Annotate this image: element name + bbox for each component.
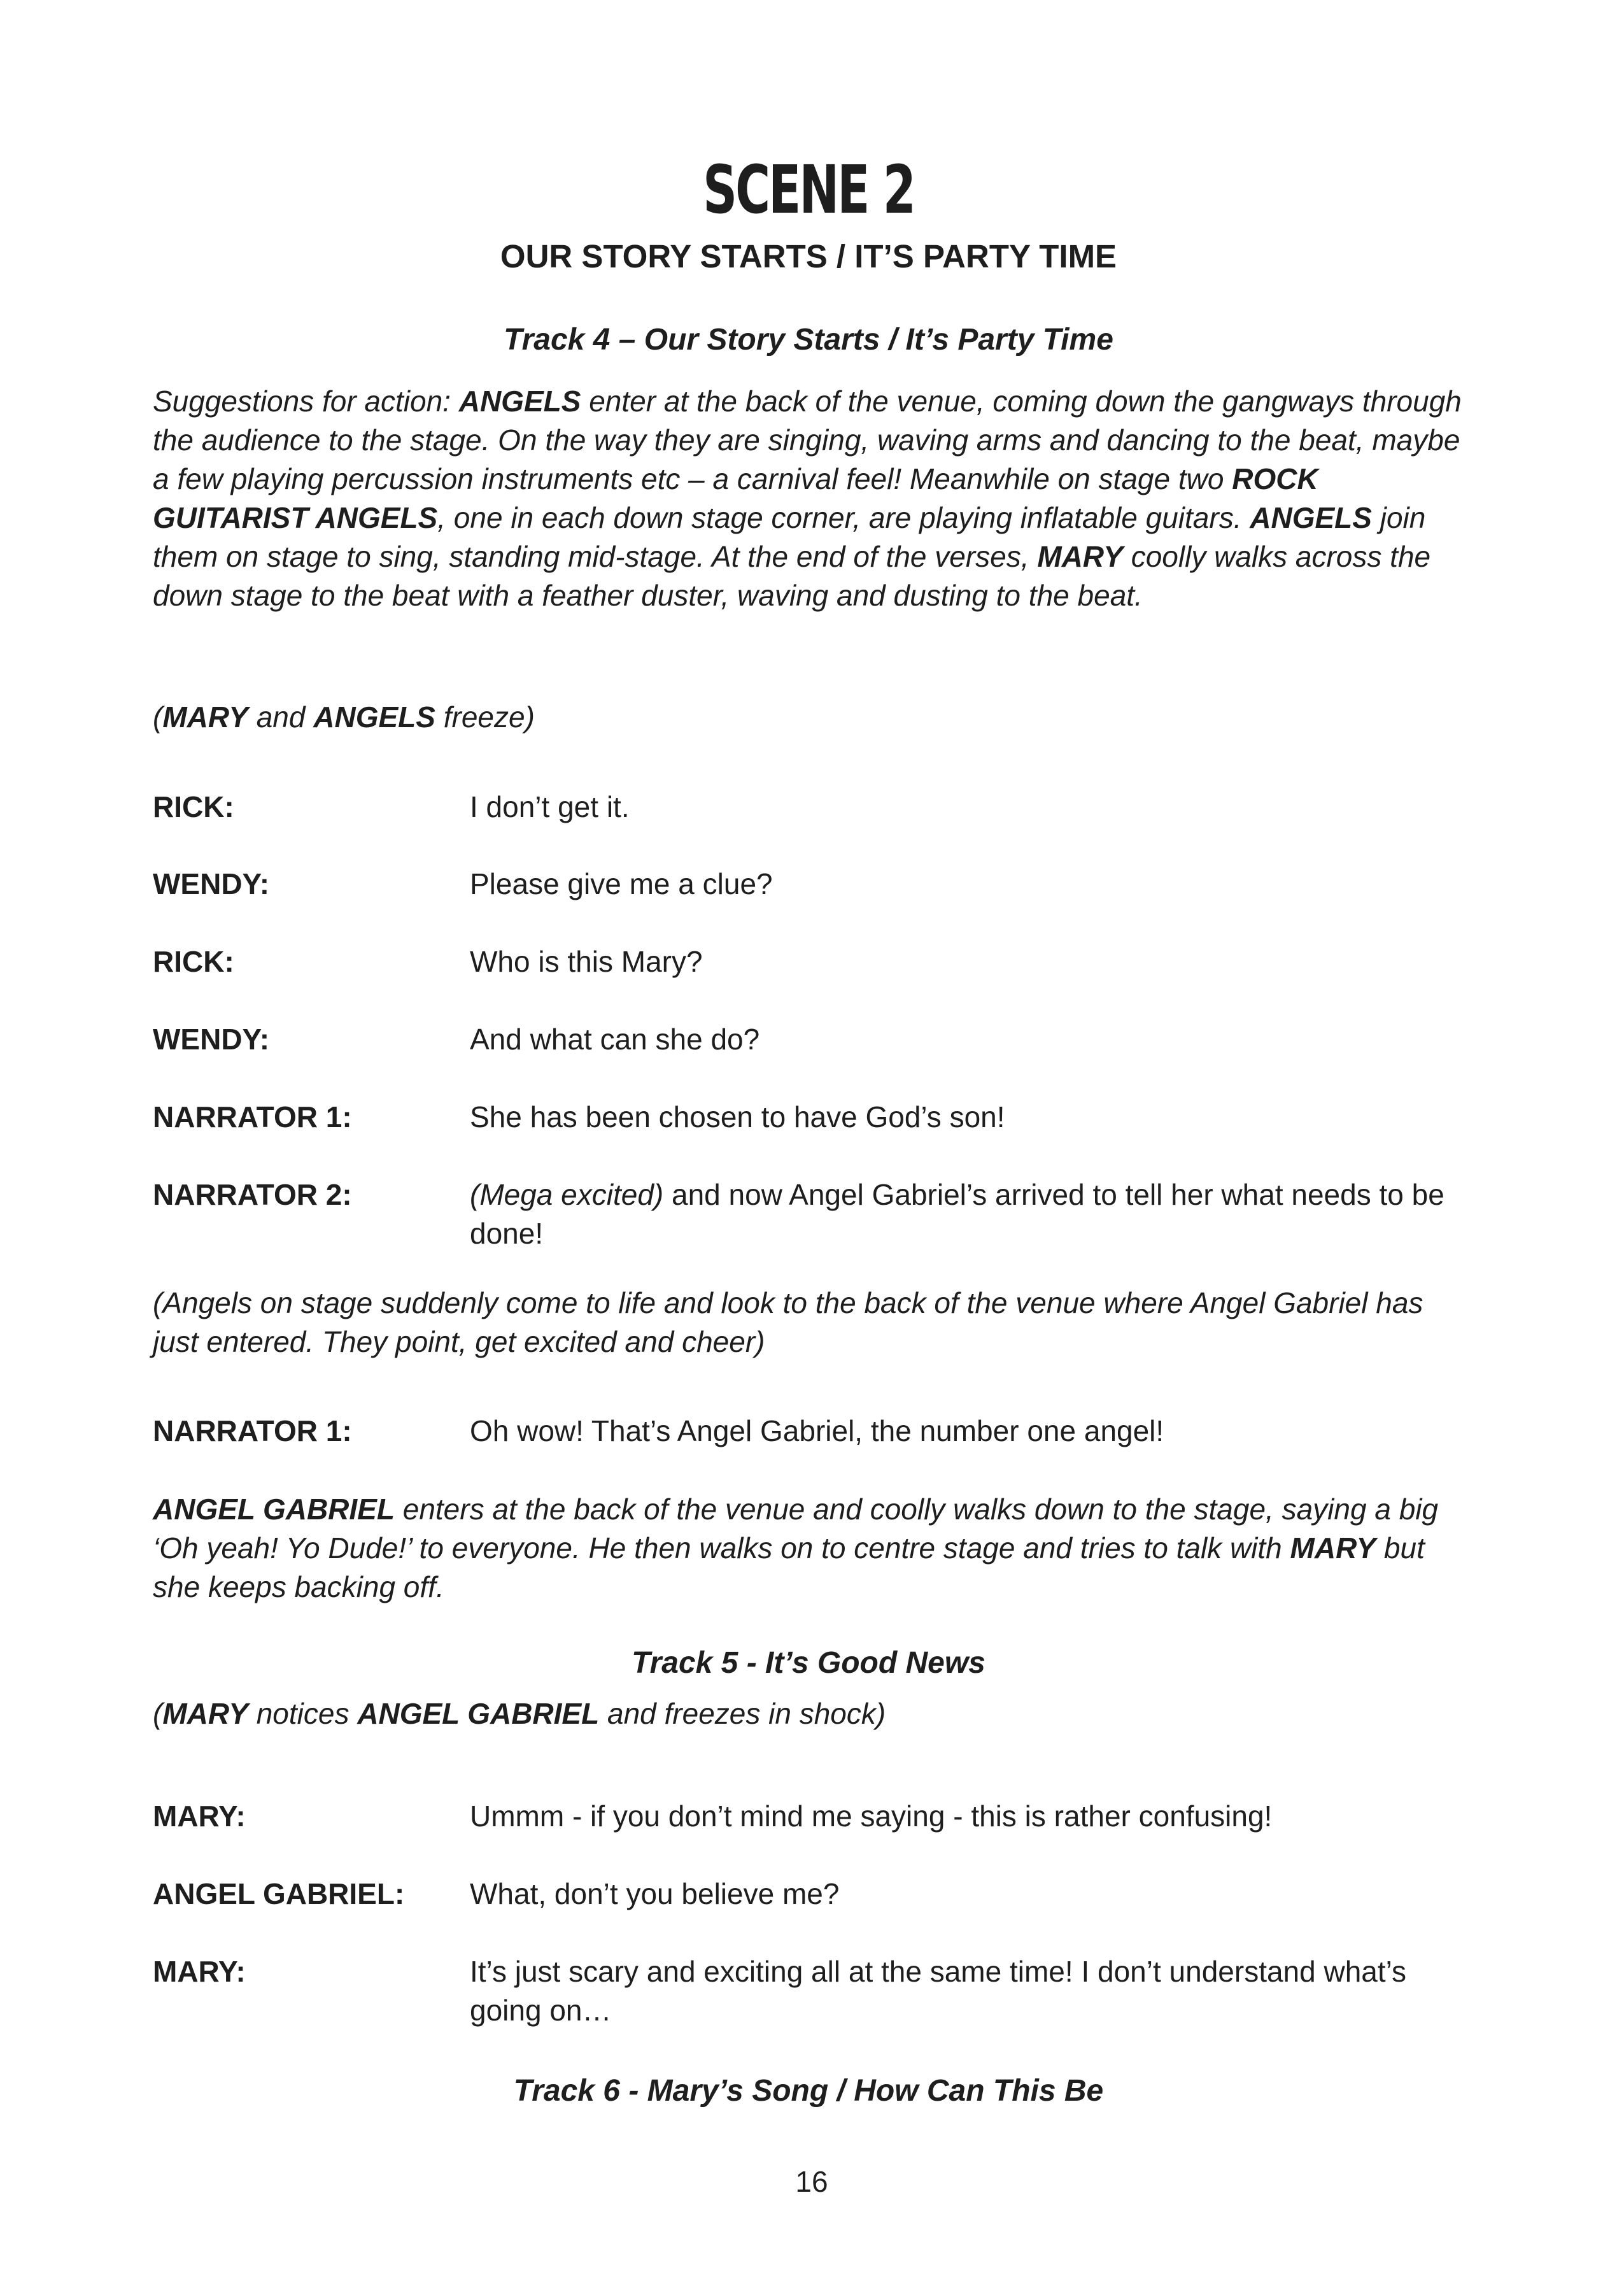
speaker-name: NARRATOR 1: [153, 1414, 352, 1447]
speech-text: Oh wow! That’s Angel Gabriel, the number one angel! [470, 1414, 1164, 1447]
speaker-name: MARY: [153, 1800, 246, 1833]
speech-direction: (Mega excited) [470, 1178, 664, 1211]
speaker-name: ANGEL GABRIEL: [153, 1877, 405, 1910]
speaker-name: WENDY: [153, 867, 270, 900]
speech-text: She has been chosen to have God’s son! [470, 1100, 1005, 1133]
speaker-name: NARRATOR 2: [153, 1178, 352, 1211]
stage-direction-angels-cheer: (Angels on stage suddenly come to life and look to the back of the venue where Angel Gabriel has just entered. They point, get excited and cheer) [153, 1286, 1423, 1358]
scene-title: SCENE 2 [703, 151, 914, 229]
speaker-name: MARY: [153, 1955, 246, 1988]
track-6-heading: Track 6 - Mary’s Song / How Can This Be [513, 2074, 1104, 2108]
script-page [153, 0, 1471, 2279]
stage-direction-mary-notices: (MARY notices ANGEL GABRIEL and freezes in shock) [153, 1697, 886, 1730]
speech-text: It’s just scary and exciting all at the same time! I don’t understand what’s going on… [470, 1955, 1407, 2027]
speech-text: And what can she do? [470, 1023, 760, 1056]
speech-text: I don’t get it. [470, 790, 630, 823]
scene-subtitle: OUR STORY STARTS / IT’S PARTY TIME [500, 238, 1117, 274]
stage-direction-gabriel-enters: ANGEL GABRIEL enters at the back of the venue and coolly walks down to the stage, saying a big ‘Oh yeah! Yo Dude!’ to everyone. He then walks on to centre stage and tries to talk with MARY but she keeps backing off. [153, 1493, 1439, 1603]
speaker-name: RICK: [153, 790, 234, 823]
speech-text: Please give me a clue? [470, 867, 773, 900]
stage-direction-opening: Suggestions for action: ANGELS enter at the back of the venue, coming down the gangways through the audience to the stage. On the way they are singing, waving arms and dancing to the beat, maybe a few playing percussion instruments etc – a carnival feel! Meanwhile on stage two ROCK GUITARIST ANGELS, one in each down stage corner, are playing inflatable guitars. ANGELS join them on stage to sing, standing mid-stage. At the end of the verses, MARY coolly walks across the down stage to the beat with a feather duster, waving and dusting to the beat. [153, 385, 1462, 612]
speech-text: (Mega excited) and now Angel Gabriel’s arrived to tell her what needs to be done! [470, 1178, 1444, 1250]
speech-text: Ummm - if you don’t mind me saying - this is rather confusing! [470, 1800, 1273, 1833]
stage-direction-freeze: (MARY and ANGELS freeze) [153, 700, 535, 734]
page-number: 16 [795, 2165, 828, 2198]
speaker-name: NARRATOR 1: [153, 1100, 352, 1133]
track-4-heading: Track 4 – Our Story Starts / It’s Party Time [504, 323, 1113, 357]
speech-text: What, don’t you believe me? [470, 1877, 840, 1910]
track-5-heading: Track 5 - It’s Good News [632, 1646, 985, 1680]
speaker-name: WENDY: [153, 1023, 270, 1056]
speech-text: Who is this Mary? [470, 945, 703, 978]
speaker-name: RICK: [153, 945, 234, 978]
